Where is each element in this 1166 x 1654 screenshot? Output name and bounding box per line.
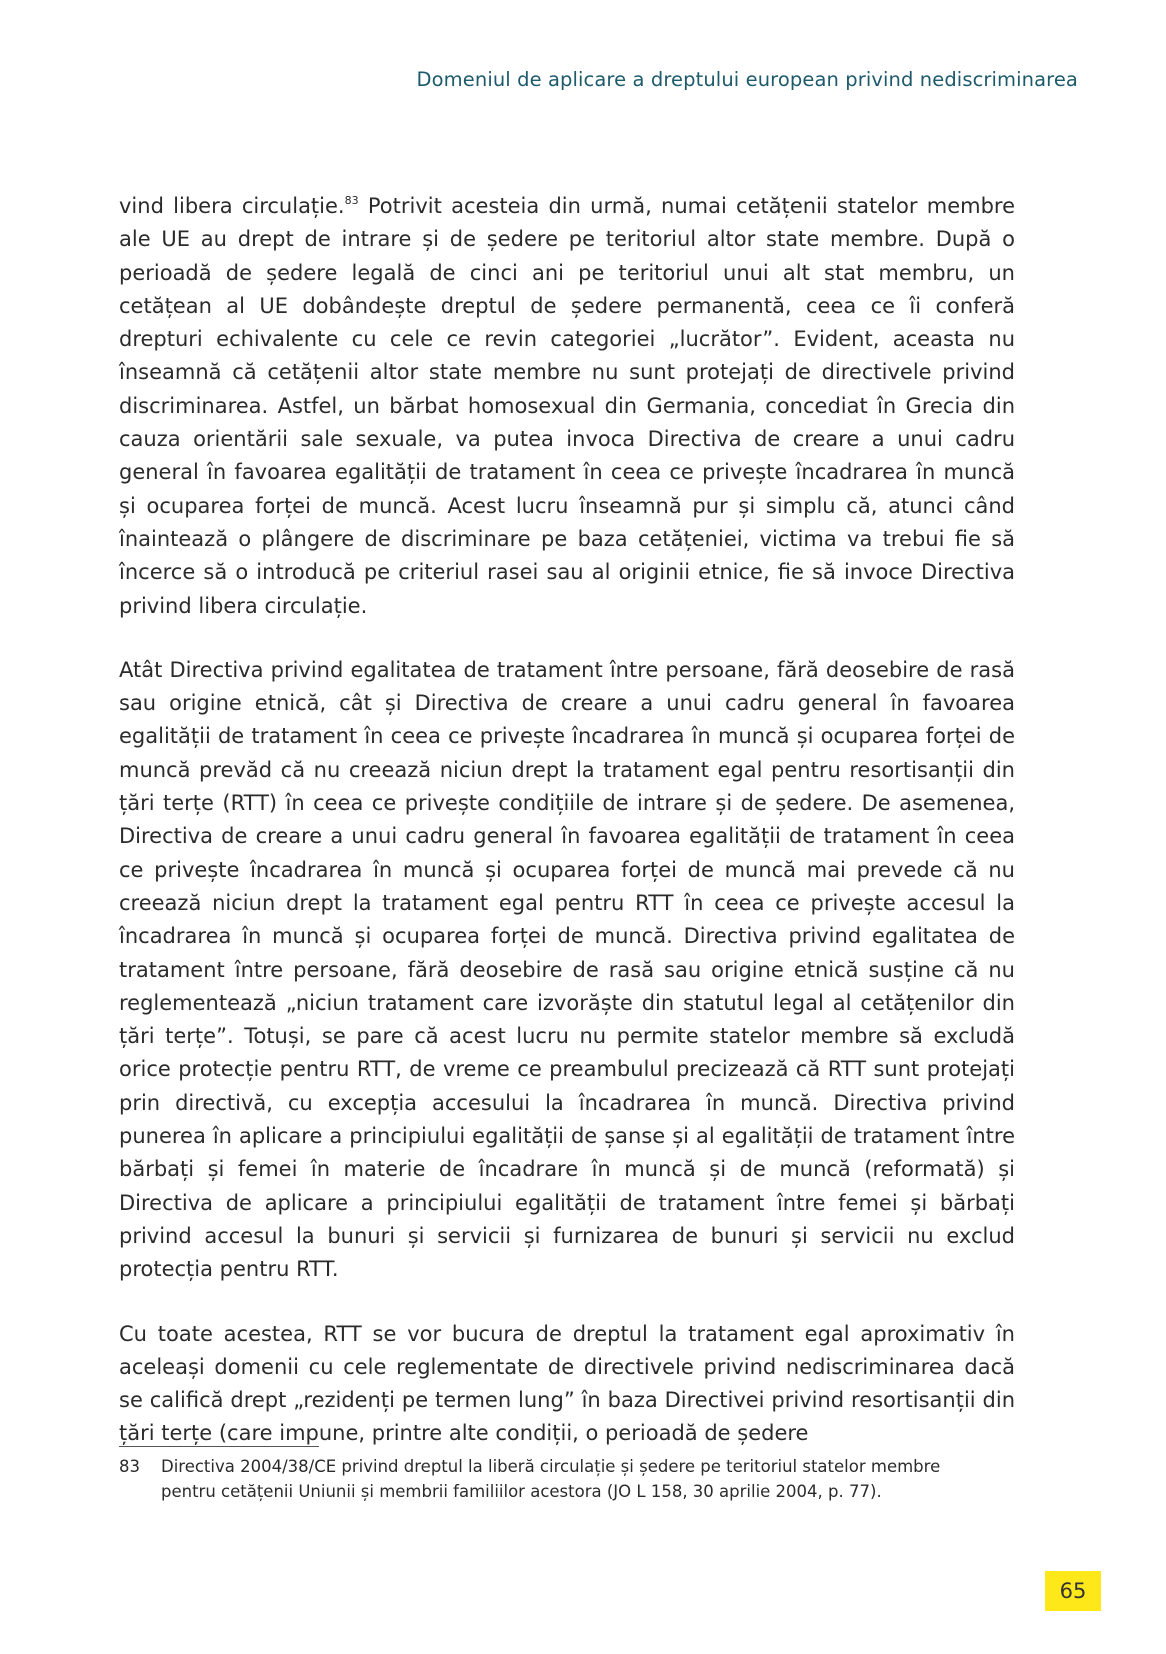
page-number: 65 [1045,1571,1101,1611]
footnote-divider [119,1446,319,1447]
running-header: Domeniul de aplicare a dreptului european privind nediscriminarea [416,68,1078,91]
main-text [119,190,1015,1482]
footnote [119,1454,999,1504]
footnote-reference[interactable]: 83 [344,194,359,207]
paragraph-1-rest: Potrivit acesteia din urmă, numai cetățenii statelor membre ale UE au drept de intrare și de ședere pe teritoriul altor state membre. După o perioadă de ședere legală de cinci ani pe teritoriul unui alt stat membru, un cetățean al UE dobândește dreptul de ședere permanentă, ceea ce îi conferă drepturi echivalente cu cele ce revin categoriei „lucrător”. Evident, aceasta nu înseamnă că cetățenii altor state membre nu sunt protejați de directivele privind discriminarea. Astfel, un bărbat homosexual din Germania, concediat în Grecia din cauza orientării sale sexuale, va putea invoca Directiva de creare a unui cadru general în favoarea egalității de tratament în ceea ce privește încadrarea în muncă și ocuparea forței de muncă. Acest lucru înseamnă pur și simplu că, atunci când înaintează o plângere de discriminare pe baza cetățeniei, victima va trebui fie să încerce să o introducă pe criteriul rasei sau al originii etnice, fie să invoce Directiva privind libera circulație. [119,194,1016,618]
paragraph-1-start: vind libera circulație. [119,194,345,218]
paragraph-3: Cu toate acestea, RTT se vor bucura de dreptul la tratament egal aproximativ în aceleași domenii cu cele reglementate de directivele privind nediscriminarea dacă se califică drept „rezidenți pe termen lung” în baza Directivei privind resortisanții din țări terțe (care impune, printre alte condiții, o perioadă de ședere [119,1321,1015,1446]
paragraph-1 [119,190,1015,623]
footnote-text: Directiva 2004/38/CE privind dreptul la liberă circulație și ședere pe teritoriul statelor membre pentru cetățenii Uniunii și membrii familiilor acestora (JO L 158, 30 aprilie 2004, p. 77). [161,1457,941,1501]
paragraph-2: Atât Directiva privind egalitatea de tratament între persoane, fără deosebire de rasă sau origine etnică, cât și Directiva de creare a unui cadru general în favoarea egalității de tratament în ceea ce privește încadrarea în muncă și ocuparea forței de muncă prevăd că nu creează niciun drept la tratament egal pentru resortisanții din țări terțe (RTT) în ceea ce privește condițiile de intrare și de ședere. De asemenea, Directiva de creare a unui cadru general în favoarea egalității de tratament în ceea ce privește încadrarea în muncă și ocuparea forței de muncă mai prevede că nu creează niciun drept la tratament egal pentru RTT în ceea ce privește accesul la încadrarea în muncă și ocuparea forței de muncă. Directiva privind egalitatea de tratament între persoane, fără deosebire de rasă sau origine etnică susține că nu reglementează „niciun tratament care izvorăște din statutul legal al cetățenilor din țări terțe”. Totuși, se pare că acest lucru nu permite statelor membre să excludă orice protecție pentru RTT, de vreme ce preambulul precizează că RTT sunt protejați prin directivă, cu excepția accesului la încadrarea în muncă. Directiva privind punerea în aplicare a principiului egalității de șanse și al egalității de tratament între bărbați și femei în materie de încadrare în muncă și de muncă (reformată) și Directiva de aplicare a principiului egalității de tratament între femei și bărbați privind accesul la bunuri și servicii și furnizarea de bunuri și servicii nu exclud protecția pentru RTT. [119,657,1015,1282]
footnote-number: 83 [119,1457,140,1476]
